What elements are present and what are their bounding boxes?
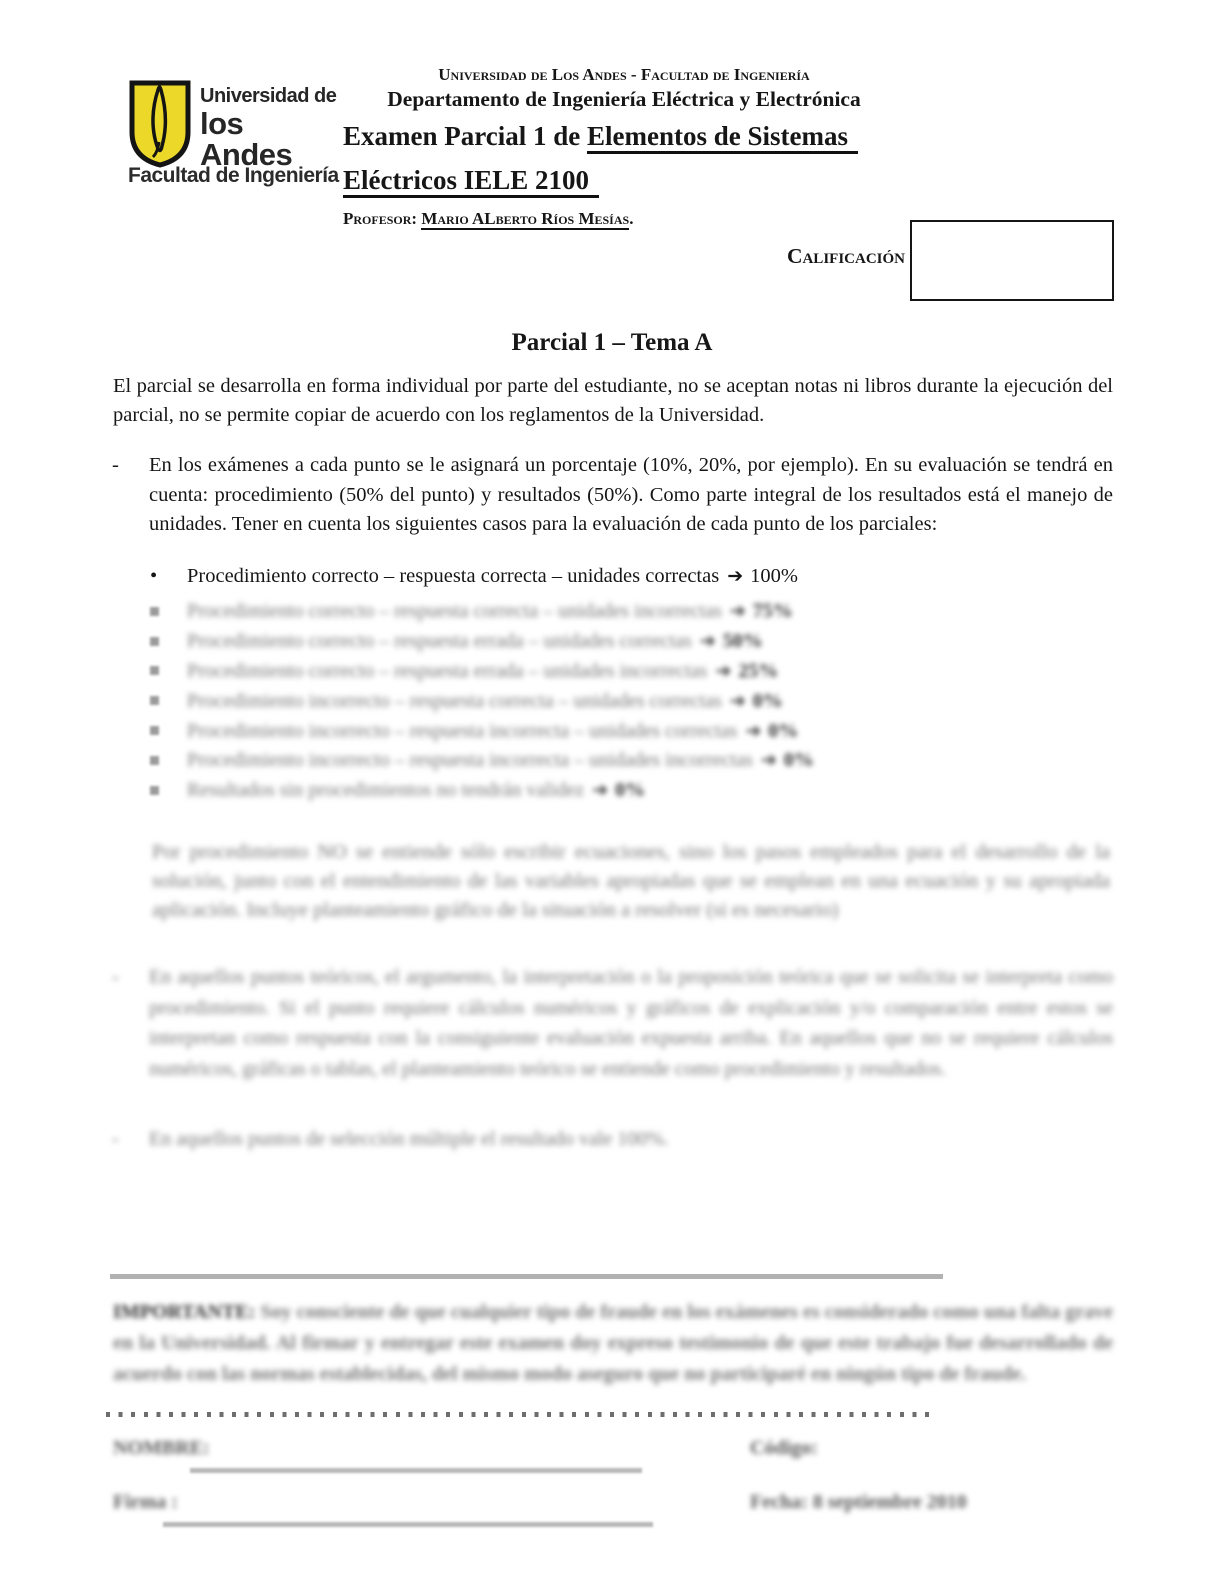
logo-name-line1: Universidad de: [200, 85, 337, 107]
redacted-case-row: [150, 627, 1115, 657]
shield-icon: [128, 80, 192, 168]
redacted-case-row: [150, 776, 1115, 806]
arrow-icon: ➔: [592, 779, 609, 802]
important-text: Soy consciente de que cualquier tipo de fraude en los exámenes es considerado como una falta grave en la Universidad. Al firmar y entregar este examen doy expreso testimonio de que este trabajo fue desarrollado de acuerdo con las normas establecidas, del mismo modo aseguro que no participaré en ningún tipo de fraude.: [113, 1301, 1114, 1385]
nombre-label: NOMBRE:: [113, 1437, 210, 1459]
redacted-case-value: ➔ 25%: [715, 659, 779, 682]
redacted-case-value: ➔ 0%: [592, 779, 646, 802]
theory-note-item: [112, 962, 1113, 1084]
grading-cases-redacted-list: [150, 597, 1115, 806]
procedure-note-redacted: Por procedimiento NO se entiende sólo escribir ecuaciones, sino los pasos empleados para el desarrollo de la solución, junto con el entendimiento de las variables apropiadas que se emplean en una ecuación y su apropiada aplicación. Incluye planteamiento gráfico de la situación a resolver (si es necesario): [152, 841, 1110, 921]
dash-bullet-icon: -: [112, 966, 119, 988]
professor-line: [343, 204, 905, 234]
logo-name-line2: los Andes: [200, 106, 293, 172]
redacted-case-row: [150, 716, 1115, 746]
arrow-icon: ➔: [745, 719, 762, 742]
arrow-icon: ➔: [729, 689, 746, 712]
arrow-icon: ➔: [729, 600, 746, 623]
redacted-case-text: Procedimiento incorrecto – respuesta incorrecta – unidades incorrectas: [187, 749, 753, 772]
square-bullet-icon: [150, 633, 187, 651]
square-bullet-icon: [150, 662, 187, 680]
department-line: Departamento de Ingeniería Eléctrica y Electrónica: [387, 87, 861, 111]
redacted-case-value: ➔ 0%: [745, 719, 799, 742]
grading-rules-item: [112, 451, 1113, 540]
round-bullet-icon: •: [150, 565, 158, 587]
redacted-case-row: [150, 597, 1115, 627]
university-line: Universidad de Los Andes - Facultad de Ingeniería: [438, 65, 810, 84]
fecha-text: Fecha: 8 septiembre 2010: [750, 1491, 967, 1513]
square-bullet-icon: [150, 722, 187, 740]
document-header: [343, 64, 905, 234]
redacted-case-text: Procedimiento correcto – respuesta errada – unidades correctas: [187, 630, 692, 653]
arrow-icon: ➔: [699, 630, 716, 653]
exam-title-plain: Examen Parcial 1 de: [343, 121, 587, 151]
redacted-case-value: ➔ 75%: [729, 600, 793, 623]
professor-period: .: [629, 209, 634, 228]
arrow-icon: ➔: [760, 749, 777, 772]
important-label: IMPORTANTE:: [113, 1301, 261, 1323]
exam-title-line1: [343, 116, 905, 156]
grading-rules-text: En los exámenes a cada punto se le asignará un porcentaje (10%, 20%, por ejemplo). En su evaluación se tendrá en cuenta: procedimiento (50% del punto) y resultados (50%). Como parte integral de los resultados está el manejo de unidades. Tener en cuenta los siguientes casos para la evaluación de cada punto de los parciales:: [149, 454, 1113, 535]
grading-case-clear: [150, 562, 1115, 591]
professor-name: Mario ALberto Ríos Mesías: [421, 209, 630, 228]
university-logo: [128, 76, 340, 190]
square-bullet-icon: [150, 692, 187, 710]
arrow-icon: ➔: [727, 565, 744, 587]
grade-label: Calificación: [786, 244, 905, 268]
firma-fill-line: [163, 1522, 653, 1527]
dotted-separator: [106, 1412, 930, 1417]
redacted-case-row: [150, 746, 1115, 776]
grade-box: [910, 220, 1114, 301]
important-note-redacted: [113, 1297, 1113, 1390]
redacted-case-text: Resultados sin procedimientos no tendrán validez: [187, 779, 585, 802]
separator-bar: [110, 1274, 943, 1279]
codigo-label: Código:: [750, 1437, 818, 1459]
square-bullet-icon: [150, 752, 187, 770]
multiple-choice-note-redacted: En aquellos puntos de selección múltiple el resultado vale 100%.: [149, 1128, 669, 1150]
redacted-case-text: Procedimiento correcto – respuesta correcta – unidades incorrectas: [187, 600, 722, 623]
intro-paragraph: El parcial se desarrolla en forma individual por parte del estudiante, no se aceptan notas ni libros durante la ejecución del parcial, no se permite copiar de acuerdo con los reglamentos de la Universidad.: [113, 375, 1113, 426]
nombre-fill-line: [190, 1468, 642, 1473]
square-bullet-icon: [150, 603, 187, 621]
redacted-case-text: Procedimiento correcto – respuesta errada – unidades incorrectas: [187, 659, 708, 682]
redacted-case-row: [150, 686, 1115, 716]
arrow-icon: ➔: [715, 659, 732, 682]
grading-case-clear-text: Procedimiento correcto – respuesta correcta – unidades correctas ➔ 100%: [187, 565, 798, 587]
logo-faculty-line: Facultad de Ingeniería: [128, 164, 339, 187]
redacted-case-row: [150, 657, 1115, 687]
square-bullet-icon: [150, 782, 187, 800]
redacted-case-value: ➔ 0%: [760, 749, 814, 772]
firma-label: Firma :: [113, 1491, 178, 1513]
exam-title-line2: [343, 160, 905, 200]
redacted-case-value: ➔ 0%: [729, 689, 783, 712]
multiple-choice-item: [112, 1124, 1113, 1154]
page-title: Parcial 1 – Tema A: [511, 329, 713, 356]
theory-note-redacted: En aquellos puntos teóricos, el argumento, la interpretación o la proposición teórica que se solicita se interpreta como procedimiento. Si el punto requiere cálculos numéricos y gráficos de explicación y/o comparación entre estos se interpretan como respuesta con la consiguiente evaluación expuesta arriba. En aquellos que no se requiere cálculos numéricos, gráficas o tablas, el planteamiento teórico se entiende como procedimiento y resultados.: [149, 966, 1113, 1080]
exam-title-course-part2: Eléctricos IELE 2100: [343, 165, 599, 198]
dash-bullet-icon: -: [112, 454, 119, 476]
redacted-case-value: ➔ 50%: [699, 630, 763, 653]
dash-bullet-icon: -: [112, 1128, 119, 1150]
redacted-case-text: Procedimiento incorrecto – respuesta correcta – unidades correctas: [187, 689, 722, 712]
professor-label: Profesor:: [343, 209, 422, 228]
exam-title-course-part1: Elementos de Sistemas: [587, 121, 858, 154]
redacted-case-text: Procedimiento incorrecto – respuesta incorrecta – unidades correctas: [187, 719, 738, 742]
